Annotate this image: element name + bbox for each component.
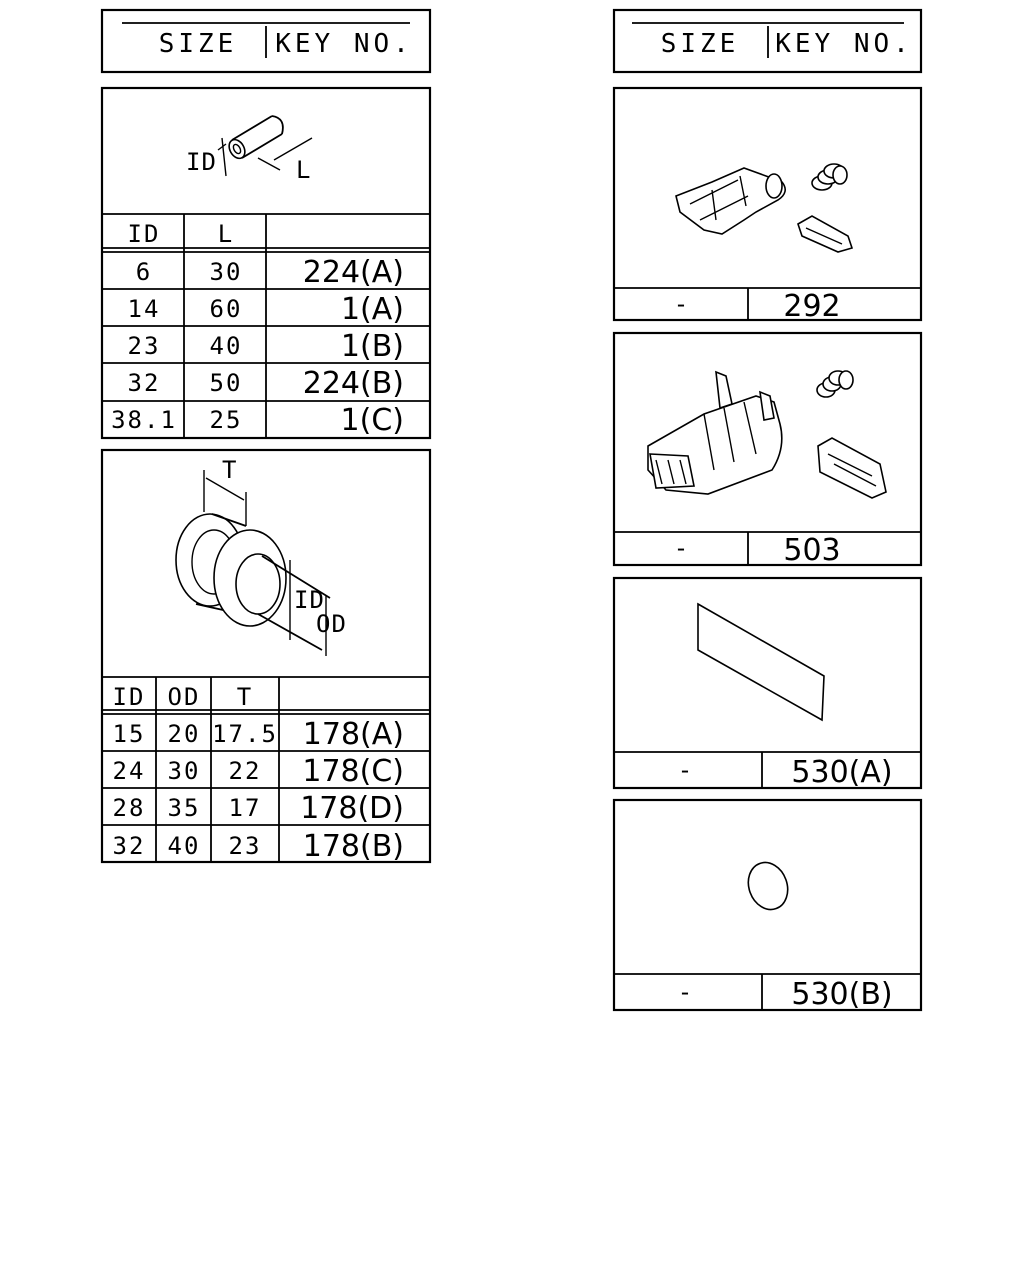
grommet-row-2-id: 24 <box>112 757 146 785</box>
tube-row-4-key: 224(B) <box>302 366 404 401</box>
grommet-row-3-id: 28 <box>112 794 146 822</box>
tube-row-4-l: 50 <box>209 369 243 397</box>
tube-col-id: ID <box>127 220 161 248</box>
grommet-od-dim-label: OD <box>316 610 347 638</box>
grommet-panel <box>102 450 430 864</box>
tube-row-3-id: 23 <box>127 332 161 360</box>
tube-l-dim-label: L <box>296 156 312 184</box>
small-connector-kit-icon <box>676 164 852 252</box>
tube-row-1-id: 6 <box>135 258 153 286</box>
right-header-key-label: KEY NO. <box>775 29 913 59</box>
grommet-row-1-t: 17.5 <box>212 720 278 748</box>
tube-row-2-l: 60 <box>209 295 243 323</box>
part-530a-key: 530(A) <box>791 755 893 790</box>
tube-row-4-id: 32 <box>127 369 161 397</box>
grommet-row-1-key: 178(A) <box>302 717 404 752</box>
grommet-row-3-od: 35 <box>167 794 201 822</box>
grommet-col-od: OD <box>167 683 201 711</box>
left-header-box <box>102 10 430 72</box>
part-292-key: 292 <box>783 289 841 324</box>
tube-col-l: L <box>217 220 235 248</box>
grommet-row-2-t: 22 <box>228 757 262 785</box>
right-header-box <box>614 10 921 72</box>
grommet-row-2-od: 30 <box>167 757 201 785</box>
grommet-col-id: ID <box>112 683 146 711</box>
grommet-row-4-od: 40 <box>167 832 201 860</box>
left-header-size-label: SIZE <box>158 29 238 59</box>
part-530a-size: - <box>677 756 695 784</box>
right-header-size-label: SIZE <box>660 29 740 59</box>
part-panel-530a <box>614 578 921 790</box>
part-292-size: - <box>673 290 691 318</box>
tube-row-2-key: 1(A) <box>340 292 404 327</box>
grommet-row-4-key: 178(B) <box>302 829 404 864</box>
part-panel-292 <box>614 88 921 324</box>
tape-strip-icon <box>698 604 824 720</box>
tube-id-dim-label: ID <box>186 148 217 176</box>
round-cap-icon <box>742 857 794 915</box>
grommet-row-2-key: 178(C) <box>302 754 404 789</box>
grommet-row-3-key: 178(D) <box>300 791 404 826</box>
tube-row-2-id: 14 <box>127 295 161 323</box>
tube-row-3-key: 1(B) <box>340 329 404 364</box>
tube-panel <box>102 88 430 438</box>
part-530b-size: - <box>677 978 695 1006</box>
tube-row-5-id: 38.1 <box>111 406 177 434</box>
grommet-row-1-od: 20 <box>167 720 201 748</box>
grommet-id-dim-label: ID <box>294 586 325 614</box>
tube-row-5-l: 25 <box>209 406 243 434</box>
part-panel-530b <box>614 800 921 1012</box>
tube-row-1-key: 224(A) <box>302 255 404 290</box>
large-connector-kit-icon <box>648 371 886 498</box>
part-panel-503 <box>614 333 921 568</box>
part-503-size: - <box>673 534 691 562</box>
tube-row-1-l: 30 <box>209 258 243 286</box>
part-503-key: 503 <box>783 533 841 568</box>
tube-row-3-l: 40 <box>209 332 243 360</box>
grommet-row-4-t: 23 <box>228 832 262 860</box>
grommet-t-dim-label: T <box>222 456 238 484</box>
tube-row-5-key: 1(C) <box>340 403 404 438</box>
part-530b-key: 530(B) <box>791 977 893 1012</box>
grommet-icon <box>176 470 330 656</box>
grommet-row-3-t: 17 <box>228 794 262 822</box>
grommet-col-t: T <box>236 683 254 711</box>
grommet-row-4-id: 32 <box>112 832 146 860</box>
grommet-row-1-id: 15 <box>112 720 146 748</box>
left-header-key-label: KEY NO. <box>275 29 413 59</box>
